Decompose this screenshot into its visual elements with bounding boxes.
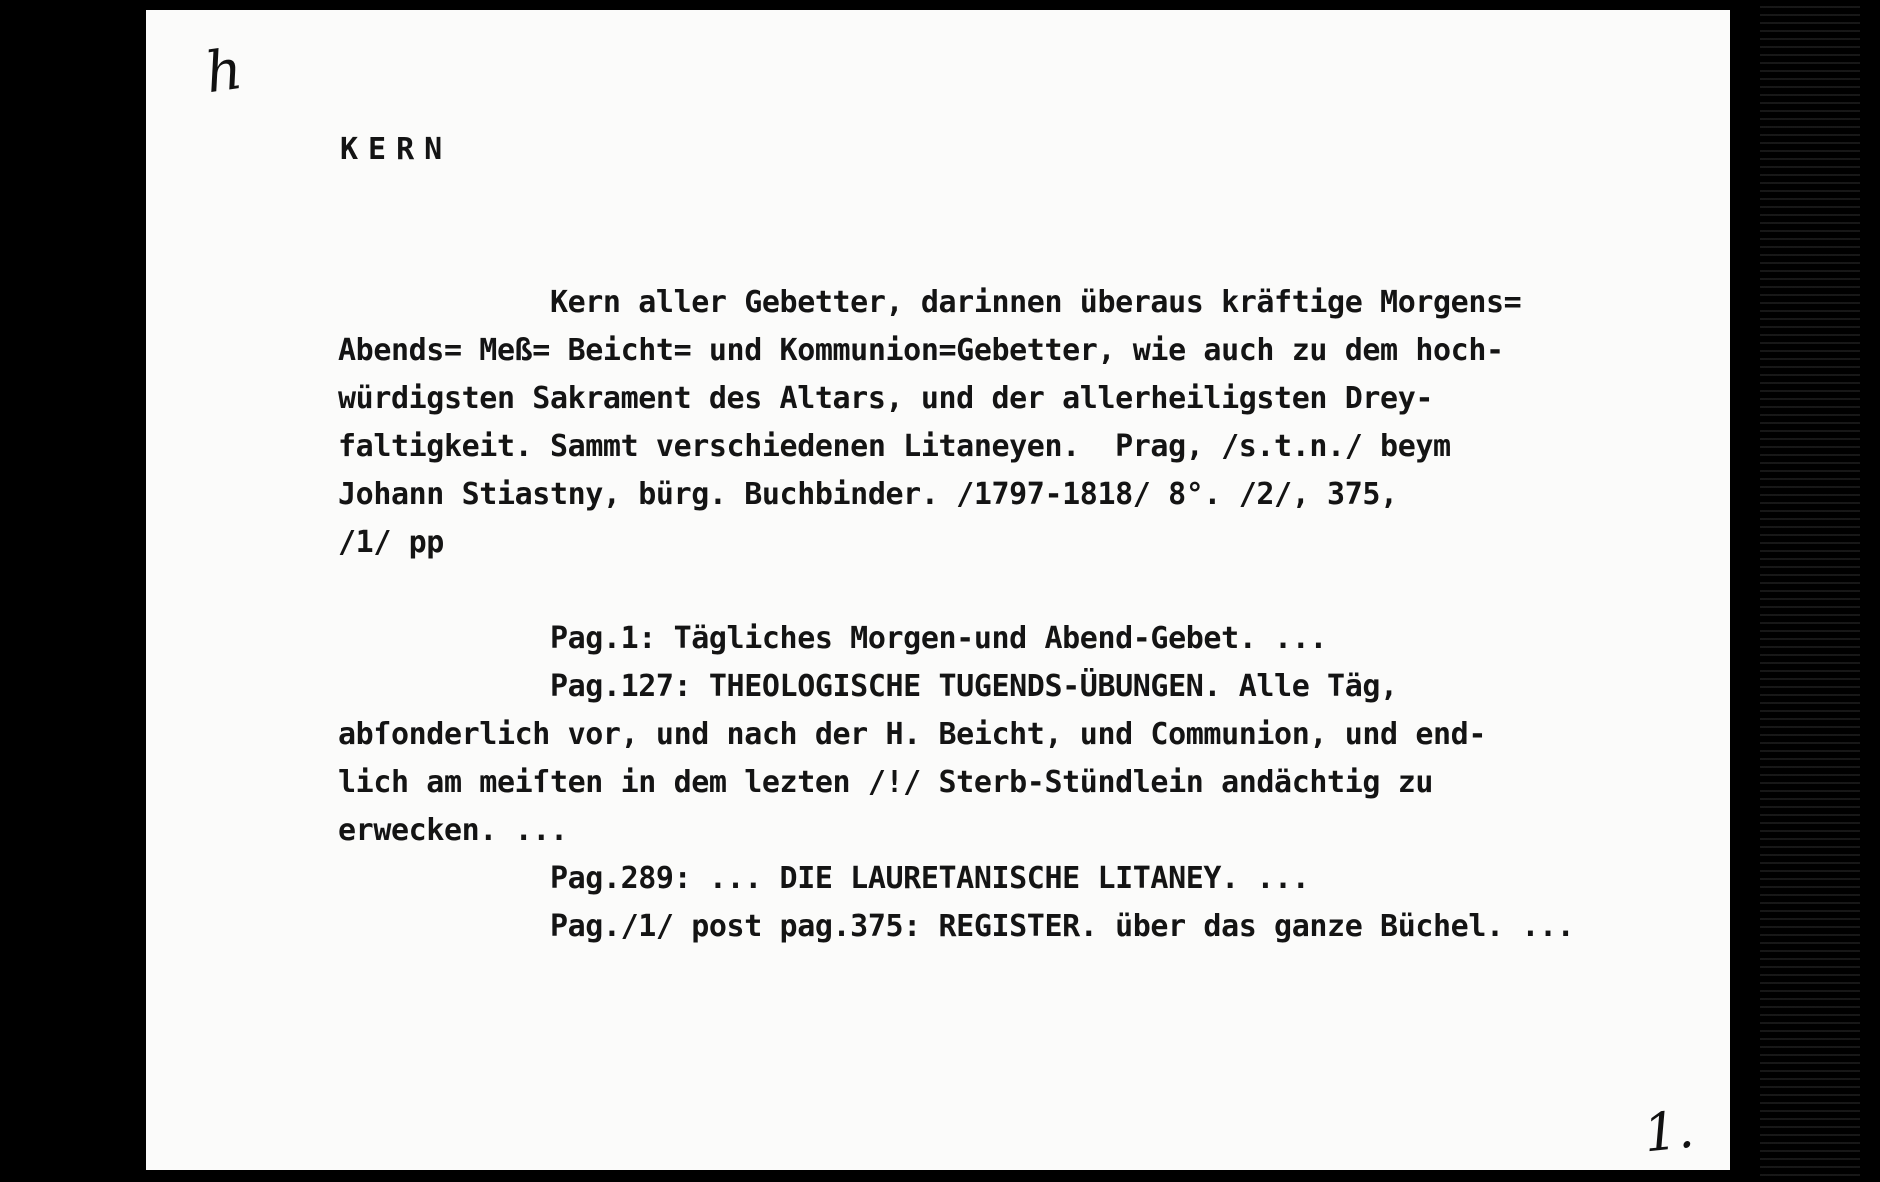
body-line: Pag.1: Tägliches Morgen-und Abend-Gebet. ... — [338, 621, 1328, 656]
body-line: würdigsten Sakrament des Altars, und der allerheiligsten Drey- — [338, 381, 1434, 416]
body-line: Pag./1/ post pag.375: REGISTER. über das ganze Büchel. ... — [338, 909, 1575, 944]
handwritten-mark-top: h — [201, 36, 247, 107]
body-line: Johann Stiastny, bürg. Buchbinder. /1797-1818/ 8°. /2/, 375, — [338, 477, 1398, 512]
body-line: erwecken. ... — [338, 813, 568, 848]
body-line: Pag.127: THEOLOGISCHE TUGENDS-ÜBUNGEN. Alle Täg, — [338, 669, 1398, 704]
card-heading: KERN — [340, 132, 453, 167]
body-line: faltigkeit. Sammt verschiedenen Litaneyen. Prag, /s.t.n./ beym — [338, 429, 1451, 464]
body-line: Kern aller Gebetter, darinnen überaus kräftige Morgens= — [338, 285, 1522, 320]
body-line: abſonderlich vor, und nach der H. Beicht, und Communion, und end- — [338, 717, 1486, 752]
handwritten-mark-bottom: 1. — [1641, 1099, 1697, 1165]
body-line: Pag.289: ... DIE LAURETANISCHE LITANEY. ... — [338, 861, 1310, 896]
body-line: Abends= Meß= Beicht= und Kommunion=Gebetter, wie auch zu dem hoch- — [338, 333, 1504, 368]
scan-edge — [1760, 0, 1860, 1182]
body-line: /1/ pp — [338, 525, 444, 560]
body-line: lich am meiſten in dem lezten /!/ Sterb-Stündlein andächtig zu — [338, 765, 1434, 800]
card-body — [338, 285, 1575, 944]
